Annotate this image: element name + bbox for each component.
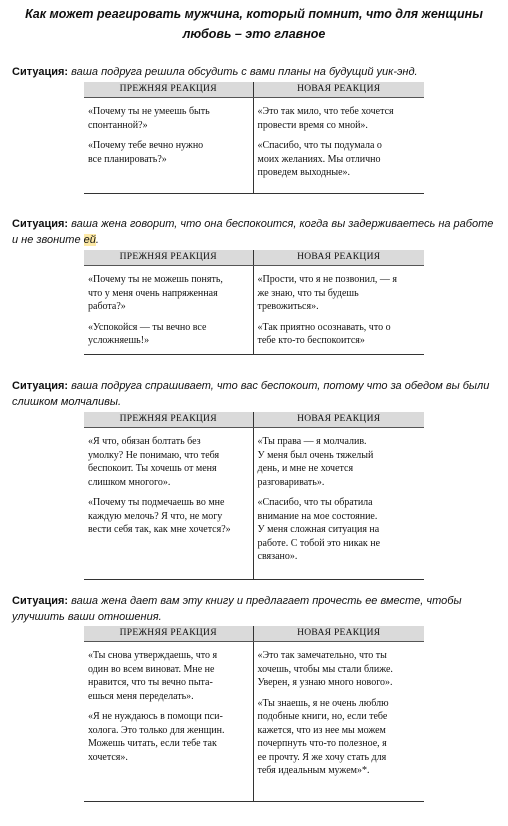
new-reaction-text: «Ты права — я молчалив. У меня был очень тяжелый день, и мне не хочется разговаривать». bbox=[257, 436, 374, 488]
new-reaction-cell bbox=[253, 266, 424, 355]
situation-label: Ситуация: bbox=[12, 595, 69, 607]
reaction-table-1 bbox=[84, 82, 424, 194]
old-reaction-header: ПРЕЖНЯЯ РЕАКЦИЯ bbox=[84, 412, 253, 428]
situation-text: ваша жена дает вам эту книгу и предлагает прочесть ее вместе, чтобы улучшить ваши отношения. bbox=[12, 595, 462, 623]
situation-text: ваша жена говорит, что она беспокоится, когда вы задерживаетесь на работе и не звоните bbox=[12, 218, 494, 246]
old-reaction-header: ПРЕЖНЯЯ РЕАКЦИЯ bbox=[84, 250, 253, 266]
page-title: Как может реагировать мужчина, который помнит, что для женщины любовь – это главное bbox=[25, 7, 483, 41]
situation-label: Ситуация: bbox=[12, 218, 69, 230]
highlighted-word: ей bbox=[83, 234, 96, 246]
old-reaction-cell bbox=[84, 266, 253, 355]
new-reaction-cell bbox=[253, 428, 424, 580]
situation-3 bbox=[12, 378, 498, 410]
reaction-table-4 bbox=[84, 626, 424, 802]
old-reaction-text: «Я что, обязан болтать без умолку? Не понимаю, что тебя беспокоит. Ты хочешь от меня слишком многого». bbox=[88, 436, 220, 488]
old-reaction-header: ПРЕЖНЯЯ РЕАКЦИЯ bbox=[84, 82, 253, 98]
new-reaction-text: «Ты знаешь, я не очень люблю подобные книги, но, если тебе кажется, что из нее мы можем почерпнуть что-то полезное, я ее прочту. Я же хочу стать для тебя идеальным мужем»*. bbox=[257, 697, 389, 776]
situation-4 bbox=[12, 593, 498, 625]
old-reaction-cell bbox=[84, 428, 253, 580]
old-reaction-text: «Почему тебе вечно нужно все планировать?» bbox=[88, 140, 204, 165]
new-reaction-header: НОВАЯ РЕАКЦИЯ bbox=[253, 626, 424, 642]
situation-label: Ситуация: bbox=[12, 66, 69, 78]
new-reaction-text: «Это так мило, что тебе хочется провести время со мной». bbox=[257, 106, 394, 131]
old-reaction-text: «Почему ты не можешь понять, что у меня очень напряженная работа?» bbox=[88, 274, 223, 312]
old-reaction-text: «Я не нуждаюсь в помощи пси- холога. Это только для женщин. Можешь читать, если тебе так хочется». bbox=[88, 711, 225, 763]
new-reaction-text: «Так приятно осознавать, что о тебе кто-то беспокоится» bbox=[257, 321, 391, 346]
new-reaction-cell bbox=[253, 642, 424, 802]
old-reaction-text: «Ты снова утверждаешь, что я один во всем виноват. Мне не нравится, что ты вечно пыта- ешься меня переделать». bbox=[88, 650, 218, 702]
reaction-table-2 bbox=[84, 250, 424, 355]
new-reaction-header: НОВАЯ РЕАКЦИЯ bbox=[253, 82, 424, 98]
situation-text: ваша подруга спрашивает, что вас беспокоит, потому что за обедом вы были слишком молчаливы. bbox=[12, 380, 490, 408]
situation-1 bbox=[12, 64, 498, 80]
new-reaction-header: НОВАЯ РЕАКЦИЯ bbox=[253, 250, 424, 266]
old-reaction-text: «Успокойся — ты вечно все усложняешь!» bbox=[88, 321, 207, 346]
situation-label: Ситуация: bbox=[12, 380, 69, 392]
situation-text-end: . bbox=[95, 234, 99, 246]
old-reaction-text: «Почему ты не умеешь быть спонтанной?» bbox=[88, 106, 210, 131]
new-reaction-text: «Это так замечательно, что ты хочешь, чтобы мы стали ближе. Уверен, я узнаю много нового». bbox=[257, 650, 393, 688]
situation-text: ваша подруга решила обсудить с вами планы на будущий уик-энд. bbox=[71, 66, 418, 78]
new-reaction-header: НОВАЯ РЕАКЦИЯ bbox=[253, 412, 424, 428]
old-reaction-text: «Почему ты подмечаешь во мне каждую мелочь? Я что, не могу вести себя так, как мне хочется?» bbox=[88, 497, 231, 535]
new-reaction-text: «Спасибо, что ты подумала о моих желаниях. Мы отлично проведем выходные». bbox=[257, 140, 382, 178]
reaction-table-3 bbox=[84, 412, 424, 580]
situation-2 bbox=[12, 216, 498, 248]
old-reaction-cell bbox=[84, 642, 253, 802]
new-reaction-cell bbox=[253, 98, 424, 194]
old-reaction-header: ПРЕЖНЯЯ РЕАКЦИЯ bbox=[84, 626, 253, 642]
old-reaction-cell bbox=[84, 98, 253, 194]
new-reaction-text: «Прости, что я не позвонил, — я же знаю, что ты будешь тревожиться». bbox=[257, 274, 398, 312]
new-reaction-text: «Спасибо, что ты обратила внимание на мое состояние. У меня сложная ситуация на работе. С тобой это никак не связано». bbox=[257, 497, 381, 562]
